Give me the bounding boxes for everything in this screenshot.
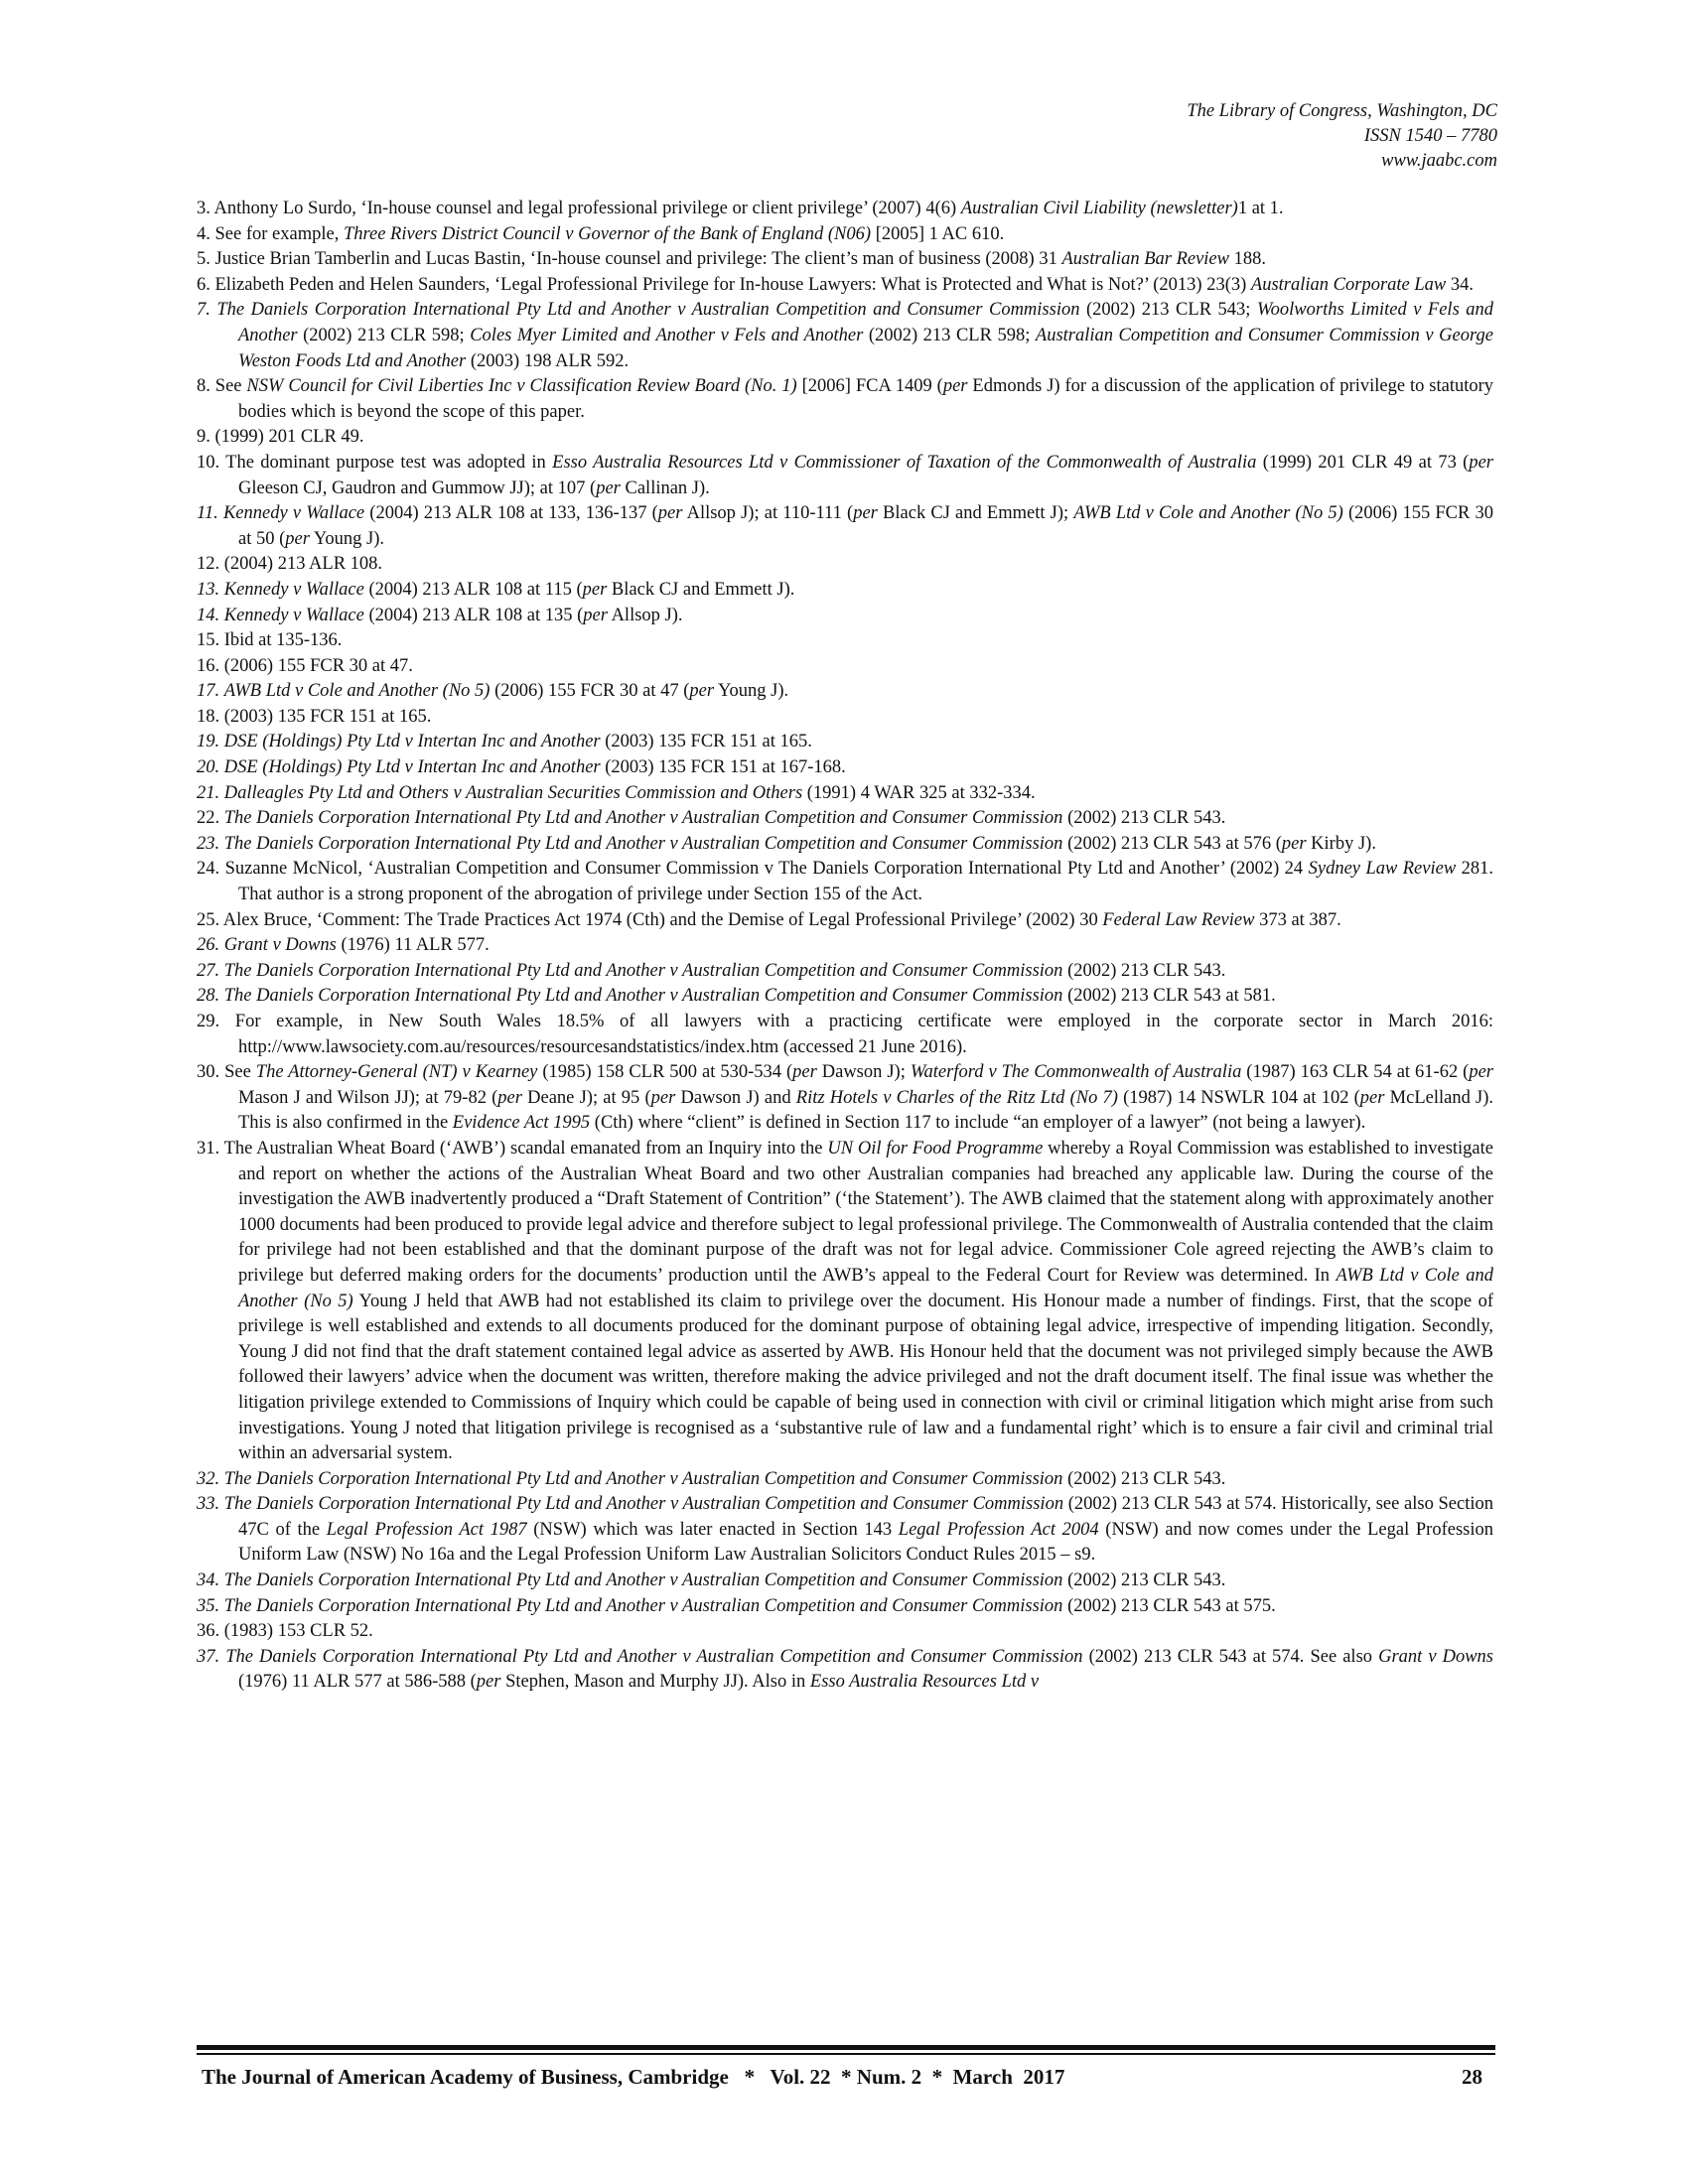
endnote-italic-text: per	[583, 605, 608, 625]
endnote-italic-text: Grant v Downs	[1378, 1646, 1494, 1667]
endnote-italic-text: Legal Profession Act 2004	[898, 1519, 1099, 1540]
endnote	[197, 197, 1493, 222]
endnote-number: 29.	[197, 1012, 220, 1031]
endnote-text: Callinan J).	[620, 478, 710, 498]
endnote-italic-text: Grant v Downs	[223, 935, 337, 956]
endnote-number: 11.	[197, 503, 218, 524]
endnote-italic-text: per	[476, 1672, 501, 1693]
endnote-italic-text: The Daniels Corporation International Pty Ltd and Another v Australian Competition and Consumer Commission	[223, 808, 1063, 829]
endnote-italic-text: The Daniels Corporation International Pty Ltd and Another v Australian Competition and Consumer Commission	[223, 960, 1063, 981]
endnote-italic-text: The Daniels Corporation International Pty Ltd and Another v Australian Competition and Consumer Commission	[223, 1595, 1063, 1616]
endnote-text: Black CJ and Emmett J);	[877, 503, 1074, 524]
endnote-text: (2003) 198 ALR 592.	[466, 350, 630, 371]
endnote	[197, 1619, 1493, 1645]
endnote-text: The Australian Wheat Board (‘AWB’) scandal emanated from an Inquiry into the	[223, 1138, 828, 1159]
endnote-text: The dominant purpose test was adopted in	[225, 452, 553, 473]
endnote-text: (2002) 213 CLR 598;	[863, 325, 1036, 345]
endnote	[197, 273, 1493, 299]
endnote-text: Suzanne McNicol, ‘Australian Competition and Consumer Commission v The Daniels Corporation International Pty Ltd and Another’ (2002) 24	[224, 859, 1309, 880]
endnote-text: (2002) 213 CLR 543 at 576 (	[1062, 833, 1282, 854]
endnote-text: 373 at 387.	[1254, 909, 1341, 930]
endnote-number: 21.	[197, 782, 220, 803]
endnote-italic-text: per	[497, 1087, 522, 1108]
endnote-text: (1976) 11 ALR 577 at 586-588 (	[238, 1672, 477, 1693]
endnote-text: Allsop J); at 110-111 (	[682, 503, 854, 524]
endnote-text: (2002) 213 CLR 543.	[1062, 808, 1226, 829]
endnote-text: Mason J and Wilson JJ); at 79-82 (	[238, 1087, 498, 1108]
running-footer	[202, 2065, 1482, 2090]
endnote-text: Edmonds J) for a discussion of the application of privilege to statutory bodies which is beyond the scope of this paper.	[238, 376, 1494, 422]
endnote	[197, 1137, 1493, 1467]
endnote-text: Deane J); at 95 (	[521, 1087, 651, 1108]
endnote-italic-text: Waterford v The Commonwealth of Australia	[910, 1062, 1242, 1083]
endnote-text: 1 at 1.	[1237, 199, 1284, 218]
endnote	[197, 705, 1493, 731]
endnote-number: 15.	[197, 630, 220, 651]
endnote-text: McLelland J). This is also confirmed in the	[238, 1087, 1493, 1134]
endnote	[197, 501, 1493, 552]
endnote	[197, 933, 1493, 959]
page-number: 28	[1462, 2065, 1482, 2089]
endnote-text: [2006] FCA 1409 (	[796, 376, 943, 397]
endnote-number: 24.	[197, 859, 220, 880]
endnote-italic-text: Australian Civil Liability (newsletter)	[960, 199, 1238, 218]
endnote-text: whereby a Royal Commission was established to investigate and report on whether the actions of the Australian Wheat Board and two other Australian companies had breached any applicable law. During the course of the investigation the AWB inadvertently produced a “Draft Statement of Contrition” (‘the Statement’). The AWB claimed that the statement along with approximately another 1000 documents had been produced to provide legal advice and therefore subject to legal professional privilege. The Commonwealth of Australia contended that the claim for privilege had not been established and that the dominant purpose of the draft was not for legal advice. Commissioner Cole agreed rejecting the AWB’s claim to privilege but deferred making orders for the documents’ production until the AWB’s appeal to the Federal Court for Review was determined. In	[238, 1138, 1493, 1286]
endnote-italic-text: Federal Law Review	[1102, 909, 1255, 930]
endnote-number: 9.	[197, 427, 211, 448]
endnote-italic-text: per	[792, 1062, 817, 1083]
endnote-text: Ibid at 135-136.	[223, 630, 343, 651]
footer-journal: The Journal of American Academy of Business, Cambridge * Vol. 22 * Num. 2 * March 2017	[202, 2065, 1065, 2089]
endnote-text: (1987) 163 CLR 54 at 61-62 (	[1241, 1062, 1470, 1083]
endnote-text: (1976) 11 ALR 577.	[336, 935, 490, 956]
endnote-text: (NSW) and now comes under the Legal Profession Uniform Law (NSW) No 16a and the Legal Profession Uniform Law Australian Solicitors Conduct Rules 2015 – s9.	[238, 1519, 1493, 1566]
header-issn: ISSN 1540 – 7780	[1363, 126, 1497, 146]
endnote	[197, 679, 1493, 705]
endnote	[197, 578, 1493, 604]
endnote-number: 20.	[197, 757, 220, 778]
endnote-number: 35.	[197, 1595, 220, 1616]
endnote-text: (2006) 155 FCR 30 at 47.	[223, 655, 413, 676]
endnote-italic-text: The Daniels Corporation International Pty Ltd and Another v Australian Competition and Consumer Commission	[223, 1494, 1064, 1515]
endnote-italic-text: Esso Australia Resources Ltd v	[809, 1672, 1040, 1693]
endnote-number: 3.	[197, 199, 211, 218]
endnote-number: 18.	[197, 706, 220, 727]
endnote	[197, 755, 1493, 781]
endnote-italic-text: per	[582, 579, 608, 600]
endnote-italic-text: Three Rivers District Council v Governor of the Bank of England (N06)	[343, 223, 872, 244]
endnote-number: 16.	[197, 655, 220, 676]
running-header	[1187, 99, 1497, 174]
endnote-text: See	[214, 376, 247, 397]
endnote-italic-text: Woolworths Limited v Fels and Another	[238, 300, 1494, 345]
endnote-number: 32.	[197, 1468, 220, 1489]
endnote-text: (1991) 4 WAR 325 at 332-334.	[802, 782, 1036, 803]
endnote	[197, 1569, 1493, 1594]
endnote-number: 25.	[197, 909, 220, 930]
endnote	[197, 832, 1493, 858]
endnote-text: (2002) 213 CLR 543 at 575.	[1062, 1595, 1276, 1616]
endnote-text: (2002) 213 CLR 543.	[1062, 1468, 1226, 1489]
endnote-text: Stephen, Mason and Murphy JJ). Also in	[500, 1672, 810, 1693]
endnote-italic-text: The Daniels Corporation International Pty Ltd and Another v Australian Competition and Consumer Commission	[223, 986, 1063, 1007]
endnote-text: (2004) 213 ALR 108.	[223, 554, 383, 575]
endnote-number: 8.	[197, 376, 211, 397]
endnote-text: Young J).	[309, 528, 384, 549]
endnote	[197, 1010, 1493, 1060]
endnote	[197, 908, 1493, 934]
endnote-italic-text: per	[1469, 1062, 1493, 1083]
footer-rule-thin	[197, 2053, 1495, 2055]
endnote-text: (2002) 213 CLR 543 at 574. Historically, see also Section 47C of the	[238, 1494, 1493, 1540]
endnote-number: 37.	[197, 1646, 220, 1667]
endnote-italic-text: The Daniels Corporation International Pty Ltd and Another v Australian Competition and Consumer Commission	[223, 1468, 1063, 1489]
endnote-number: 6.	[197, 274, 211, 295]
endnote-italic-text: Evidence Act 1995	[452, 1113, 591, 1134]
endnote-italic-text: Dalleagles Pty Ltd and Others v Australian Securities Commission and Others	[223, 782, 803, 803]
endnote-text: (1983) 153 CLR 52.	[223, 1621, 373, 1642]
endnote-number: 26.	[197, 935, 220, 956]
endnote	[197, 730, 1493, 755]
endnote-italic-text: Esso Australia Resources Ltd v Commissioner of Taxation of the Commonwealth of Australia	[552, 452, 1257, 473]
endnote-text: (1987) 14 NSWLR 104 at 102 (	[1117, 1087, 1360, 1108]
endnote-italic-text: DSE (Holdings) Pty Ltd v Intertan Inc and Another	[223, 757, 601, 778]
endnote	[197, 425, 1493, 451]
endnote-number: 19.	[197, 732, 220, 752]
endnote	[197, 1645, 1493, 1696]
endnote-text: 281. That author is a strong proponent of the abrogation of privilege under Section 155 of the Act.	[238, 859, 1493, 905]
endnote-number: 17.	[197, 681, 220, 702]
endnote-italic-text: per	[596, 478, 621, 498]
endnote-text: (2002) 213 CLR 543 at 574. See also	[1082, 1646, 1379, 1667]
endnote-italic-text: per	[1281, 833, 1307, 854]
endnote-italic-text: Ritz Hotels v Charles of the Ritz Ltd (No 7)	[795, 1087, 1118, 1108]
endnote-number: 13.	[197, 579, 220, 600]
endnote-text: 188.	[1229, 249, 1266, 270]
endnote-text: (2003) 135 FCR 151 at 165.	[600, 732, 812, 752]
endnote-text: (2006) 155 FCR 30 at 50 (	[238, 503, 1494, 549]
endnote-text: (2004) 213 ALR 108 at 133, 136-137 (	[364, 503, 658, 524]
endnote-text: (2003) 135 FCR 151 at 165.	[223, 706, 432, 727]
endnote-number: 23.	[197, 833, 220, 854]
endnote-text: Anthony Lo Surdo, ‘In-house counsel and legal professional privilege or client privilege’ (2007) 4(6)	[213, 199, 961, 218]
endnote-italic-text: The Daniels Corporation International Pty Ltd and Another v Australian Competition and Consumer Commission	[223, 833, 1063, 854]
endnote-italic-text: Australian Corporate Law	[1250, 274, 1447, 295]
endnote-italic-text: Australian Bar Review	[1061, 249, 1229, 270]
endnote	[197, 984, 1493, 1010]
endnote-number: 27.	[197, 960, 220, 981]
endnote-number: 31.	[197, 1138, 220, 1159]
endnote-text: See for example,	[214, 223, 344, 244]
endnote	[197, 781, 1493, 807]
endnote-text: (2003) 135 FCR 151 at 167-168.	[600, 757, 846, 778]
endnote	[197, 552, 1493, 578]
endnote-italic-text: per	[689, 681, 715, 702]
endnote-text: (2004) 213 ALR 108 at 115 (	[363, 579, 583, 600]
endnote-italic-text: AWB Ltd v Cole and Another (No 5)	[238, 1265, 1494, 1311]
endnote-text: (2002) 213 CLR 543.	[1062, 960, 1226, 981]
endnote-text: [2005] 1 AC 610.	[871, 223, 1005, 244]
endnote	[197, 1467, 1493, 1493]
endnote	[197, 451, 1493, 501]
endnote-number: 30.	[197, 1062, 220, 1083]
endnote	[197, 806, 1493, 832]
endnote-text: (1999) 201 CLR 49.	[214, 427, 364, 448]
endnote-italic-text: The Attorney-General (NT) v Kearney	[255, 1062, 538, 1083]
endnote-number: 33.	[197, 1494, 220, 1515]
endnote	[197, 298, 1493, 374]
endnote-text: (1985) 158 CLR 500 at 530-534 (	[537, 1062, 793, 1083]
endnote-text: Allsop J).	[607, 605, 683, 625]
endnote-text: (2002) 213 CLR 598;	[297, 325, 471, 345]
header-website: www.jaabc.com	[1381, 151, 1497, 171]
endnote-text: See	[224, 1062, 256, 1083]
endnote	[197, 959, 1493, 985]
endnote-text: (2004) 213 ALR 108 at 135 (	[363, 605, 584, 625]
endnote	[197, 604, 1493, 629]
endnote-italic-text: Legal Profession Act 1987	[326, 1519, 527, 1540]
endnote-number: 28.	[197, 986, 220, 1007]
endnote-italic-text: Kennedy v Wallace	[223, 605, 364, 625]
endnote-number: 36.	[197, 1621, 220, 1642]
endnote	[197, 654, 1493, 680]
endnote-number: 34.	[197, 1570, 220, 1591]
endnote-italic-text: UN Oil for Food Programme	[827, 1138, 1044, 1159]
endnote-number: 22.	[197, 808, 220, 829]
endnote-number: 7.	[197, 300, 211, 321]
endnote-number: 12.	[197, 554, 220, 575]
endnote	[197, 374, 1493, 425]
endnote-text: Alex Bruce, ‘Comment: The Trade Practices Act 1974 (Cth) and the Demise of Legal Professional Privilege’ (2002) 30	[222, 909, 1103, 930]
endnote-italic-text: per	[657, 503, 683, 524]
endnotes-list	[197, 197, 1493, 1696]
endnote-italic-text: The Daniels Corporation International Pty Ltd and Another v Australian Competition and Consumer Commission	[223, 1570, 1063, 1591]
endnote-text: Dawson J);	[816, 1062, 911, 1083]
endnote-number: 10.	[197, 452, 220, 473]
endnote	[197, 247, 1493, 273]
endnote-text: (Cth) where “client” is defined in Section 117 to include “an employer of a lawyer” (not being a lawyer).	[590, 1113, 1366, 1134]
endnote-number: 5.	[197, 249, 211, 270]
endnote	[197, 1492, 1493, 1569]
endnote-text: For example, in New South Wales 18.5% of all lawyers with a practicing certificate were employed in the corporate sector in March 2016: http://www.lawsociety.com.au/resources/resourcesandstatistics/index.htm (accessed 21 June 2016).	[234, 1012, 1493, 1057]
endnote	[197, 222, 1493, 248]
endnote-text: Justice Brian Tamberlin and Lucas Bastin, ‘In-house counsel and privilege: The client’s man of business (2008) 31	[214, 249, 1062, 270]
endnote-text: (1999) 201 CLR 49 at 73 (	[1256, 452, 1470, 473]
endnote-text: (2006) 155 FCR 30 at 47 (	[490, 681, 690, 702]
endnote-text: Black CJ and Emmett J).	[607, 579, 795, 600]
endnote-italic-text: Coles Myer Limited and Another v Fels and Another	[470, 325, 864, 345]
endnote-text: (NSW) which was later enacted in Section 143	[526, 1519, 899, 1540]
endnote-italic-text: per	[853, 503, 878, 524]
endnote-number: 14.	[197, 605, 220, 625]
endnote-italic-text: per	[1469, 452, 1494, 473]
endnote-text: Gleeson CJ, Gaudron and Gummow JJ); at 107 (	[238, 478, 597, 498]
endnote	[197, 1060, 1493, 1137]
endnote-italic-text: per	[285, 528, 310, 549]
endnote-text: (2002) 213 CLR 543;	[1079, 300, 1257, 321]
endnote-italic-text: Kennedy v Wallace	[222, 503, 365, 524]
endnote-italic-text: Sydney Law Review	[1308, 859, 1457, 880]
endnote-italic-text: per	[1359, 1087, 1385, 1108]
endnote-italic-text: The Daniels Corporation International Pty Ltd and Another v Australian Competition and Consumer Commission	[216, 300, 1080, 321]
endnote-italic-text: AWB Ltd v Cole and Another (No 5)	[1073, 503, 1343, 524]
endnote-text: Young J held that AWB had not established its claim to privilege over the document. His Honour made a number of findings. First, that the scope of privilege is well established and extends to all documents produced for the dominant purpose of obtaining legal advice, irrespective of impending litigation. Secondly, Young J did not find that the draft statement contained legal advice as asserted by AWB. His Honour held that the document was not privileged simply because the AWB followed their lawyers’ advice when the document was written, therefore making the advice privileged and not the draft document itself. The final issue was whether the litigation privilege extended to Commissions of Inquiry which could be capable of being used in connection with civil or criminal litigation which might arise from such investigations. Young J noted that litigation privilege is recognised as a ‘substantive rule of law and a fundamental right’ which is to ensure a fair civil and criminal trial within an adversarial system.	[238, 1291, 1493, 1464]
endnote-italic-text: DSE (Holdings) Pty Ltd v Intertan Inc and Another	[223, 732, 601, 752]
endnote-italic-text: The Daniels Corporation International Pty Ltd and Another v Australian Competition and Consumer Commission	[225, 1646, 1083, 1667]
footer-rule	[197, 2045, 1495, 2050]
endnote-italic-text: per	[942, 376, 968, 397]
endnote-italic-text: Australian Competition and Consumer Commission v George Weston Foods Ltd and Another	[238, 325, 1493, 371]
endnote-text: Young J).	[714, 681, 789, 702]
endnote-text: Kirby J).	[1306, 833, 1376, 854]
endnote	[197, 628, 1493, 654]
endnote-italic-text: per	[650, 1087, 676, 1108]
endnote-italic-text: AWB Ltd v Cole and Another (No 5)	[223, 681, 491, 702]
endnote-text: (2002) 213 CLR 543 at 581.	[1062, 986, 1276, 1007]
header-library: The Library of Congress, Washington, DC	[1187, 101, 1497, 121]
endnote-italic-text: Kennedy v Wallace	[223, 579, 364, 600]
endnote	[197, 1594, 1493, 1620]
endnote-italic-text: NSW Council for Civil Liberties Inc v Classification Review Board (No. 1)	[246, 376, 797, 397]
endnote-text: Elizabeth Peden and Helen Saunders, ‘Legal Professional Privilege for In-house Lawyers: What is Protected and What is Not?’ (2013) 23(3)	[214, 274, 1251, 295]
endnote-text: (2002) 213 CLR 543.	[1062, 1570, 1226, 1591]
endnote-number: 4.	[197, 223, 211, 244]
endnote-text: Dawson J) and	[675, 1087, 796, 1108]
endnote-text: 34.	[1446, 274, 1475, 295]
endnote	[197, 857, 1493, 907]
